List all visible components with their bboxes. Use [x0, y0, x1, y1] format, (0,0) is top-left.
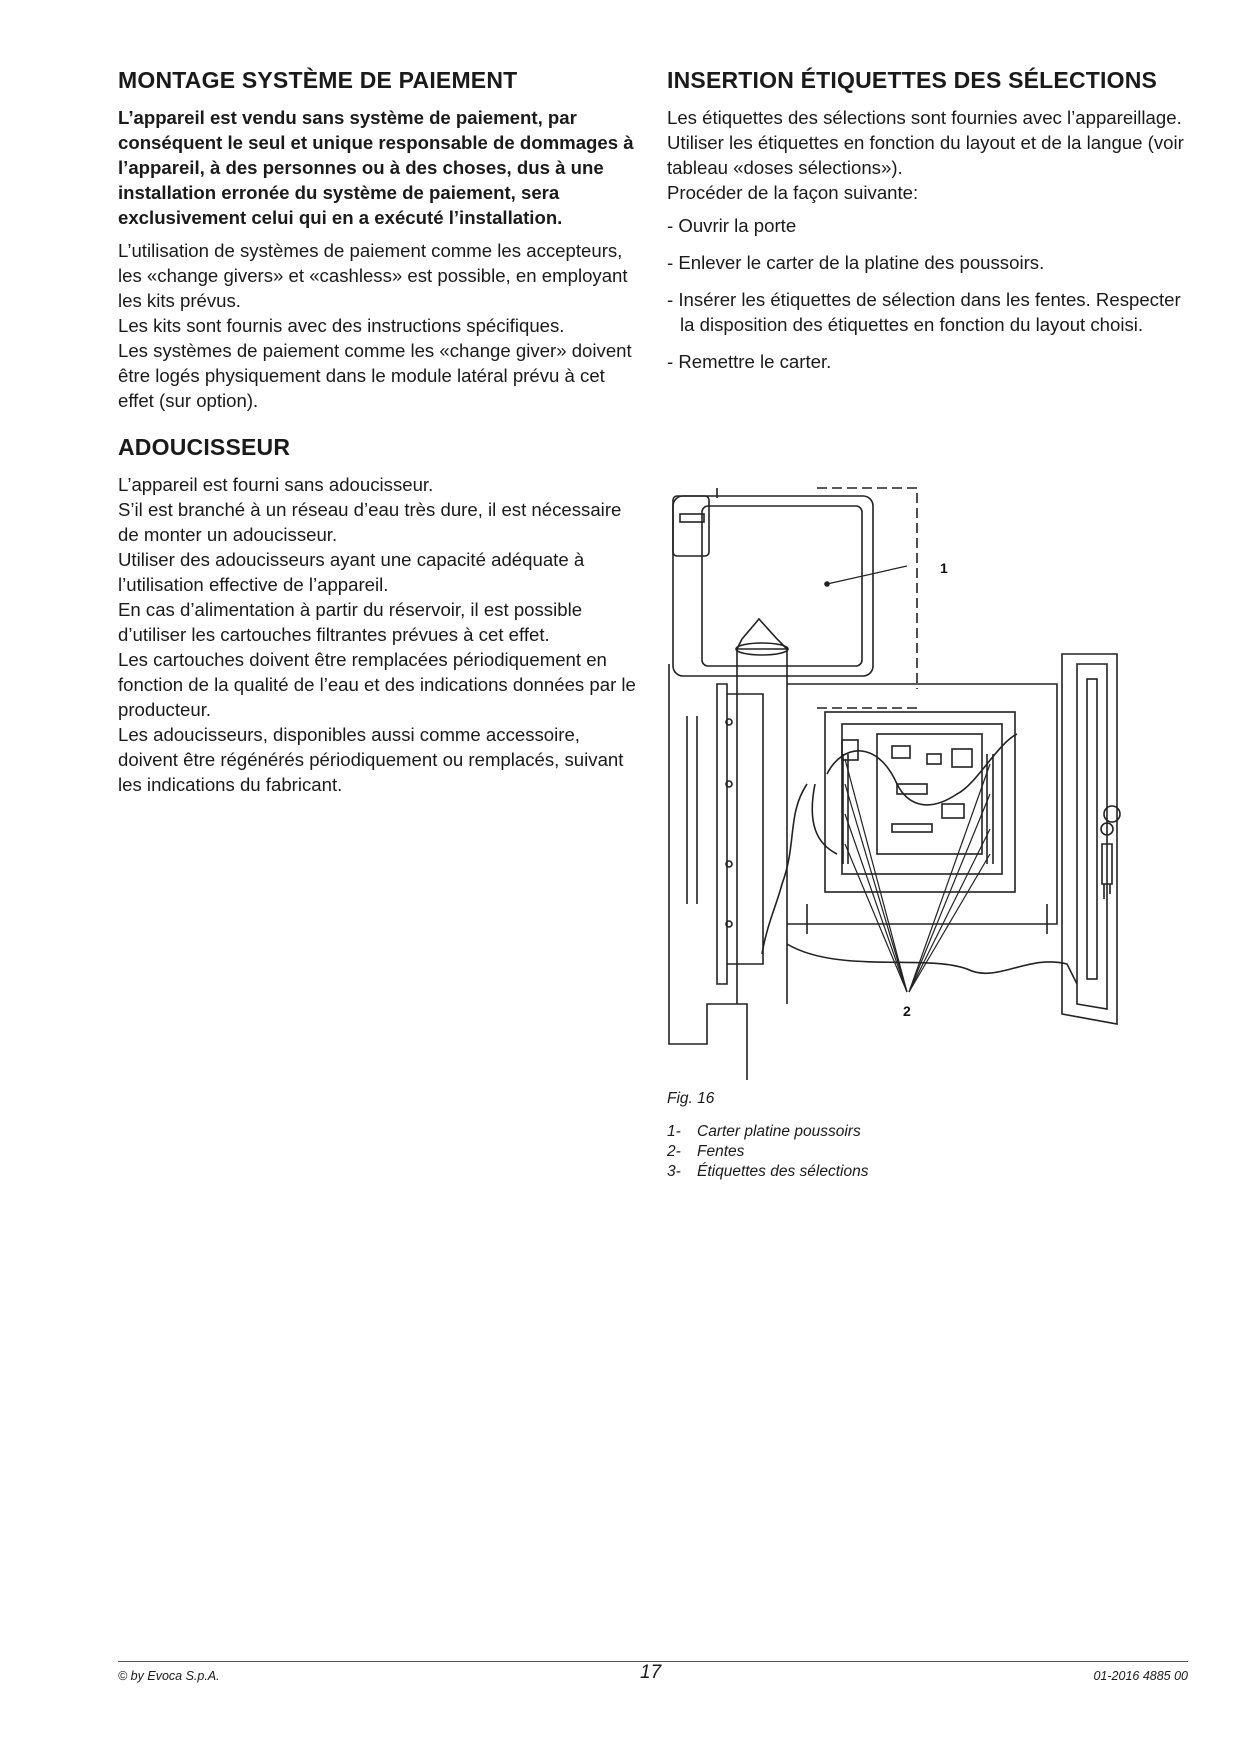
- legend-text: Carter platine poussoirs: [697, 1123, 861, 1140]
- paragraph: Utiliser les étiquettes en fonction du layout et de la langue (voir tableau «doses sélections»).: [667, 132, 1184, 178]
- legend-item: [667, 1162, 868, 1182]
- label-slots-left: [843, 754, 848, 864]
- paragraph: Utiliser des adoucisseurs ayant une capacité adéquate à l’utilisation effective de l’appareil.: [118, 549, 585, 595]
- paragraph: Les systèmes de paiement comme les «change giver» doivent être logés physiquement dans le module latéral prévu à cet effet (sur option).: [118, 340, 632, 411]
- section-title-labels: INSERTION ÉTIQUETTES DES SÉLECTIONS: [667, 67, 1158, 93]
- machine-door-drawing: [667, 484, 1137, 1080]
- page-number: 17: [640, 1662, 662, 1683]
- callout-1-leader: [827, 566, 907, 584]
- paragraph: L’appareil est fourni sans adoucisseur.: [118, 474, 434, 495]
- legend-item: [667, 1142, 868, 1162]
- step-item: - Insérer les étiquettes de sélection dans les fentes. Respecter la disposition des étiquettes en fonction du layout choisi.: [667, 289, 1181, 335]
- footer-copyright: © by Evoca S.p.A.: [118, 1669, 220, 1683]
- right-column: [667, 66, 1187, 386]
- paragraph: Les étiquettes des sélections sont fournies avec l’appareillage.: [667, 107, 1182, 128]
- legend-text: Fentes: [697, 1143, 745, 1160]
- left-column: [118, 66, 638, 797]
- carter-dashed-outline: [717, 488, 917, 689]
- paragraph: Les adoucisseurs, disponibles aussi comme accessoire, doivent être régénérés périodiquement ou remplacés, suivant les indications du fabricant.: [118, 724, 624, 795]
- paragraph: L’utilisation de systèmes de paiement comme les accepteurs, les «change givers» et «cashless» est possible, en employant les kits prévus.: [118, 240, 628, 311]
- paragraph: S’il est branché à un réseau d’eau très dure, il est nécessaire de monter un adoucisseur.: [118, 499, 622, 545]
- callout-2-label: 2: [903, 1003, 911, 1019]
- paragraph: Les cartouches doivent être remplacées périodiquement en fonction de la qualité de l’eau et des indications données par le producteur.: [118, 649, 636, 720]
- procedure-steps: [667, 213, 1187, 374]
- legend-num: 1-: [667, 1123, 681, 1140]
- paragraph: Les kits sont fournis avec des instructions spécifiques.: [118, 315, 565, 336]
- figure-16-illustration: [667, 484, 1137, 1080]
- legend-item: [667, 1122, 868, 1142]
- payment-warning: L’appareil est vendu sans système de paiement, par conséquent le seul et unique responsable de dommages à l’appareil, à des personnes ou à des choses, dus à une installation erronée du système de paiement, sera exclusivement celui qui en a exécuté l’installation.: [118, 107, 634, 228]
- figure-caption: Fig. 16: [667, 1090, 715, 1107]
- paragraph: Procéder de la façon suivante:: [667, 182, 919, 203]
- document-code: 01-2016 4885 00: [1093, 1669, 1188, 1683]
- section-title-payment: MONTAGE SYSTÈME DE PAIEMENT: [118, 67, 518, 93]
- section-title-softener: ADOUCISSEUR: [118, 434, 291, 460]
- legend-num: 3-: [667, 1163, 681, 1180]
- paragraph: En cas d’alimentation à partir du réservoir, il est possible d’utiliser les cartouches filtrantes prévues à cet effet.: [118, 599, 583, 645]
- side-door-panel: [1062, 654, 1117, 1024]
- step-item: - Enlever le carter de la platine des poussoirs.: [667, 252, 1045, 273]
- legend-text: Étiquettes des sélections: [697, 1163, 869, 1180]
- step-item: - Ouvrir la porte: [667, 215, 797, 236]
- step-item: - Remettre le carter.: [667, 351, 832, 372]
- door-frame: [669, 664, 747, 1080]
- figure-legend: [667, 1122, 868, 1182]
- wire-harness: [762, 784, 807, 954]
- callout-1-label: 1: [940, 560, 948, 576]
- legend-num: 2-: [667, 1143, 681, 1160]
